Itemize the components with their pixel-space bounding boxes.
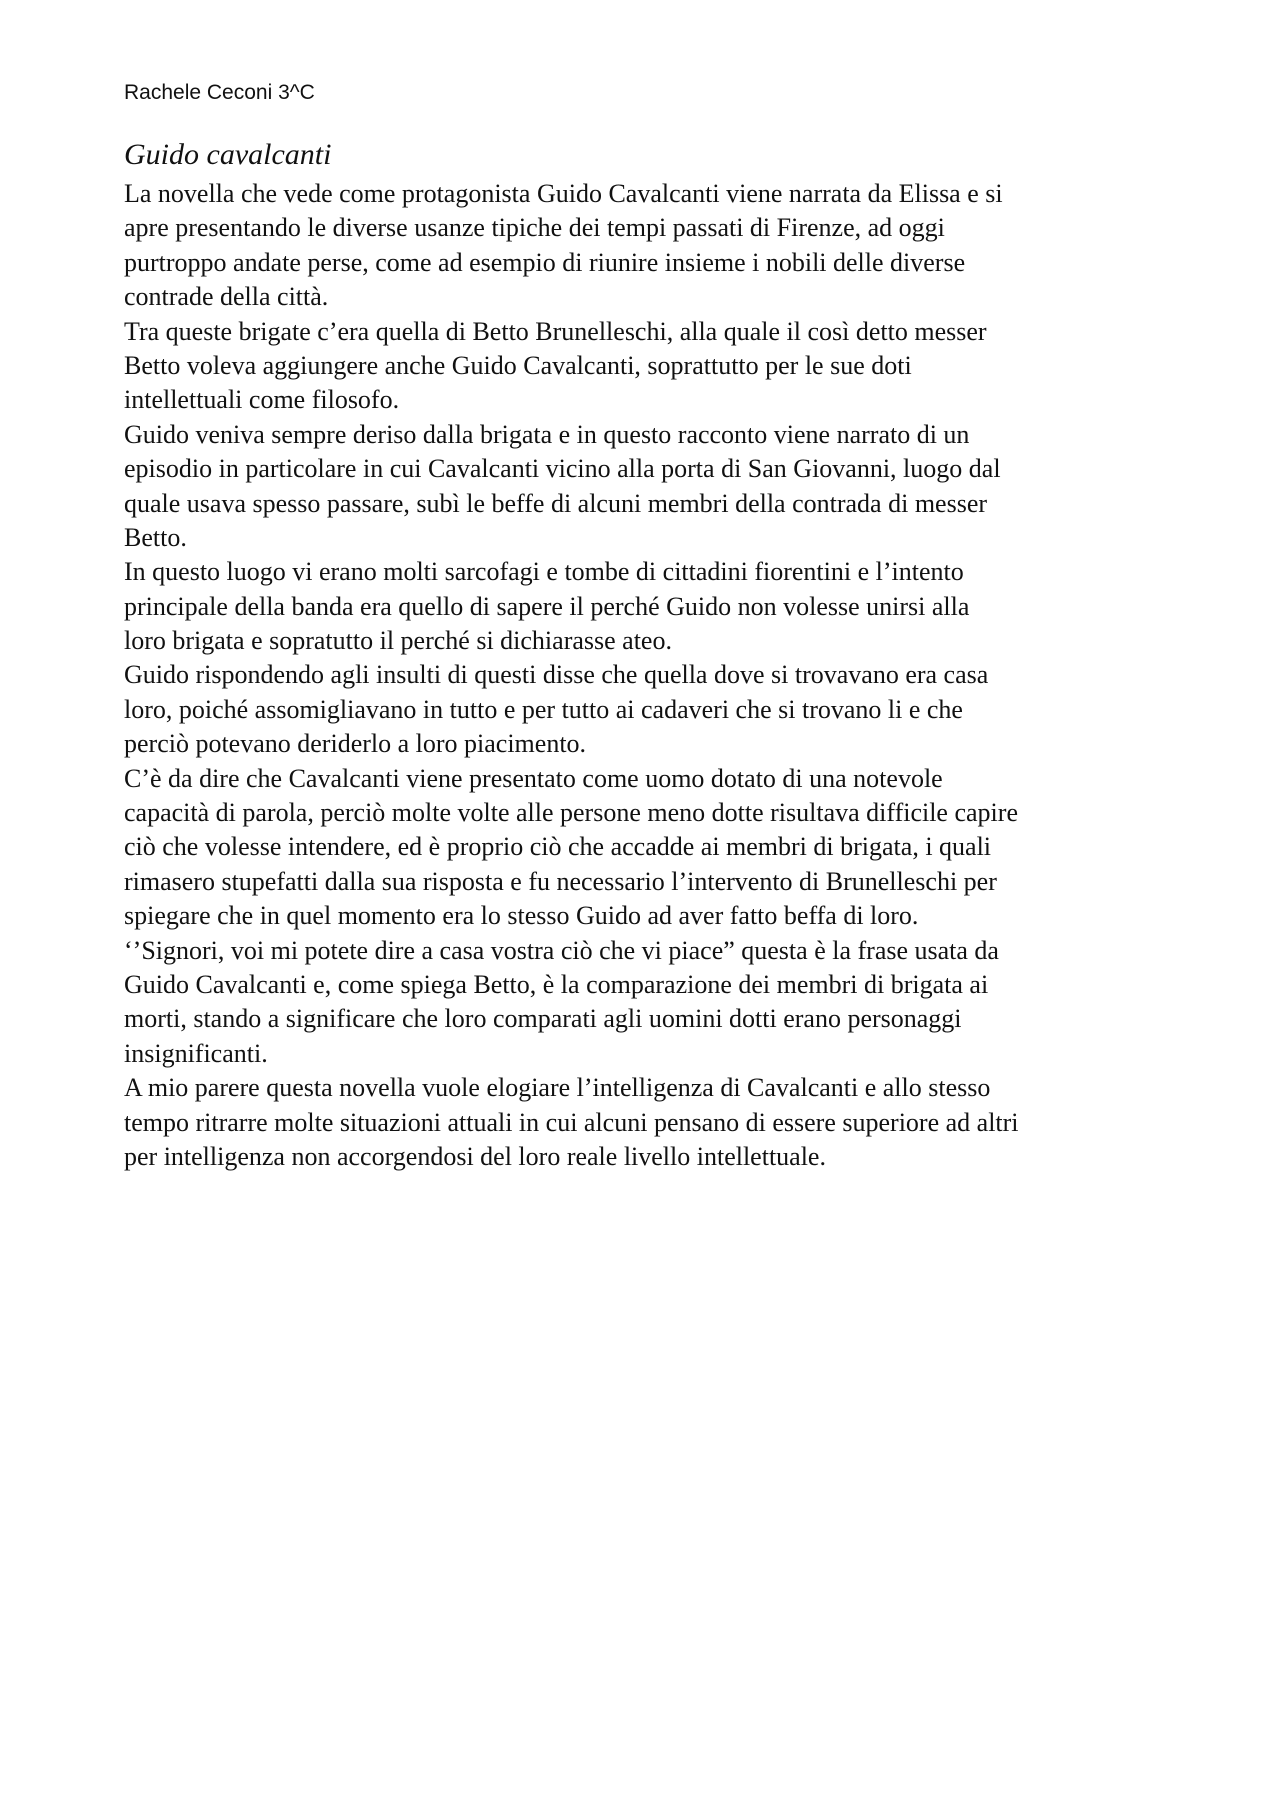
body-line: La novella che vede come protagonista Guido Cavalcanti viene narrata da Elissa e si <box>124 179 1003 208</box>
body-line: insignificanti. <box>124 1038 268 1068</box>
body-line: Tra queste brigate c’era quella di Betto Brunelleschi, alla quale il così detto messer <box>124 316 987 346</box>
body-line: capacità di parola, perciò molte volte alle persone meno dotte risultava difficile capire <box>124 798 1018 828</box>
body-line: loro, poiché assomigliavano in tutto e per tutto ai cadaveri che si trovano li e che <box>124 694 963 724</box>
body-line: spiegare che in quel momento era lo stesso Guido ad aver fatto beffa di loro. <box>124 901 919 931</box>
body-line: ‘’Signori, voi mi potete dire a casa vostra ciò che vi piace” questa è la frase usata da <box>124 935 999 965</box>
body-line: principale della banda era quello di sapere il perché Guido non volesse unirsi alla <box>124 591 970 621</box>
body-line: ciò che volesse intendere, ed è proprio ciò che accadde ai membri di brigata, i quali <box>124 832 992 862</box>
body-line: In questo luogo vi erano molti sarcofagi e tombe di cittadini fiorentini e l’intento <box>124 557 964 587</box>
body-line: Betto voleva aggiungere anche Guido Cavalcanti, soprattutto per le sue doti <box>124 350 912 380</box>
body-line: episodio in particolare in cui Cavalcanti vicino alla porta di San Giovanni, luogo dal <box>124 454 1001 484</box>
body-line: Guido Cavalcanti e, come spiega Betto, è la comparazione dei membri di brigata ai <box>124 969 989 999</box>
body-line: morti, stando a significare che loro comparati agli uomini dotti erano personaggi <box>124 1004 962 1034</box>
body-line: loro brigata e sopratutto il perché si dichiarasse ateo. <box>124 626 672 656</box>
body-line: Guido veniva sempre deriso dalla brigata e in questo racconto viene narrato di un <box>124 419 970 449</box>
body-line: intellettuali come filosofo. <box>124 385 400 415</box>
body-line: Betto. <box>124 522 187 552</box>
body-line: Guido rispondendo agli insulti di questi disse che quella dove si trovavano era casa <box>124 660 989 690</box>
body-line: quale usava spesso passare, subì le beffe di alcuni membri della contrada di messer <box>124 488 988 518</box>
body-line: C’è da dire che Cavalcanti viene presentato come uomo dotato di una notevole <box>124 763 943 793</box>
body-line: rimasero stupefatti dalla sua risposta e fu necessario l’intervento di Brunelleschi per <box>124 866 997 896</box>
document-body <box>124 177 1224 1174</box>
body-line: perciò potevano deriderlo a loro piacimento. <box>124 729 587 759</box>
body-line: tempo ritrarre molte situazioni attuali in cui alcuni pensano di essere superiore ad altri <box>124 1107 1019 1137</box>
body-line: purtroppo andate perse, come ad esempio di riunire insieme i nobili delle diverse <box>124 247 966 277</box>
body-line: apre presentando le diverse usanze tipiche dei tempi passati di Firenze, ad oggi <box>124 213 945 243</box>
author-line: Rachele Ceconi 3^C <box>124 81 315 104</box>
body-line: A mio parere questa novella vuole elogiare l’intelligenza di Cavalcanti e allo stesso <box>124 1073 991 1103</box>
document-title: Guido cavalcanti <box>124 138 332 171</box>
body-line: per intelligenza non accorgendosi del loro reale livello intellettuale. <box>124 1141 826 1171</box>
body-line: contrade della città. <box>124 282 329 312</box>
